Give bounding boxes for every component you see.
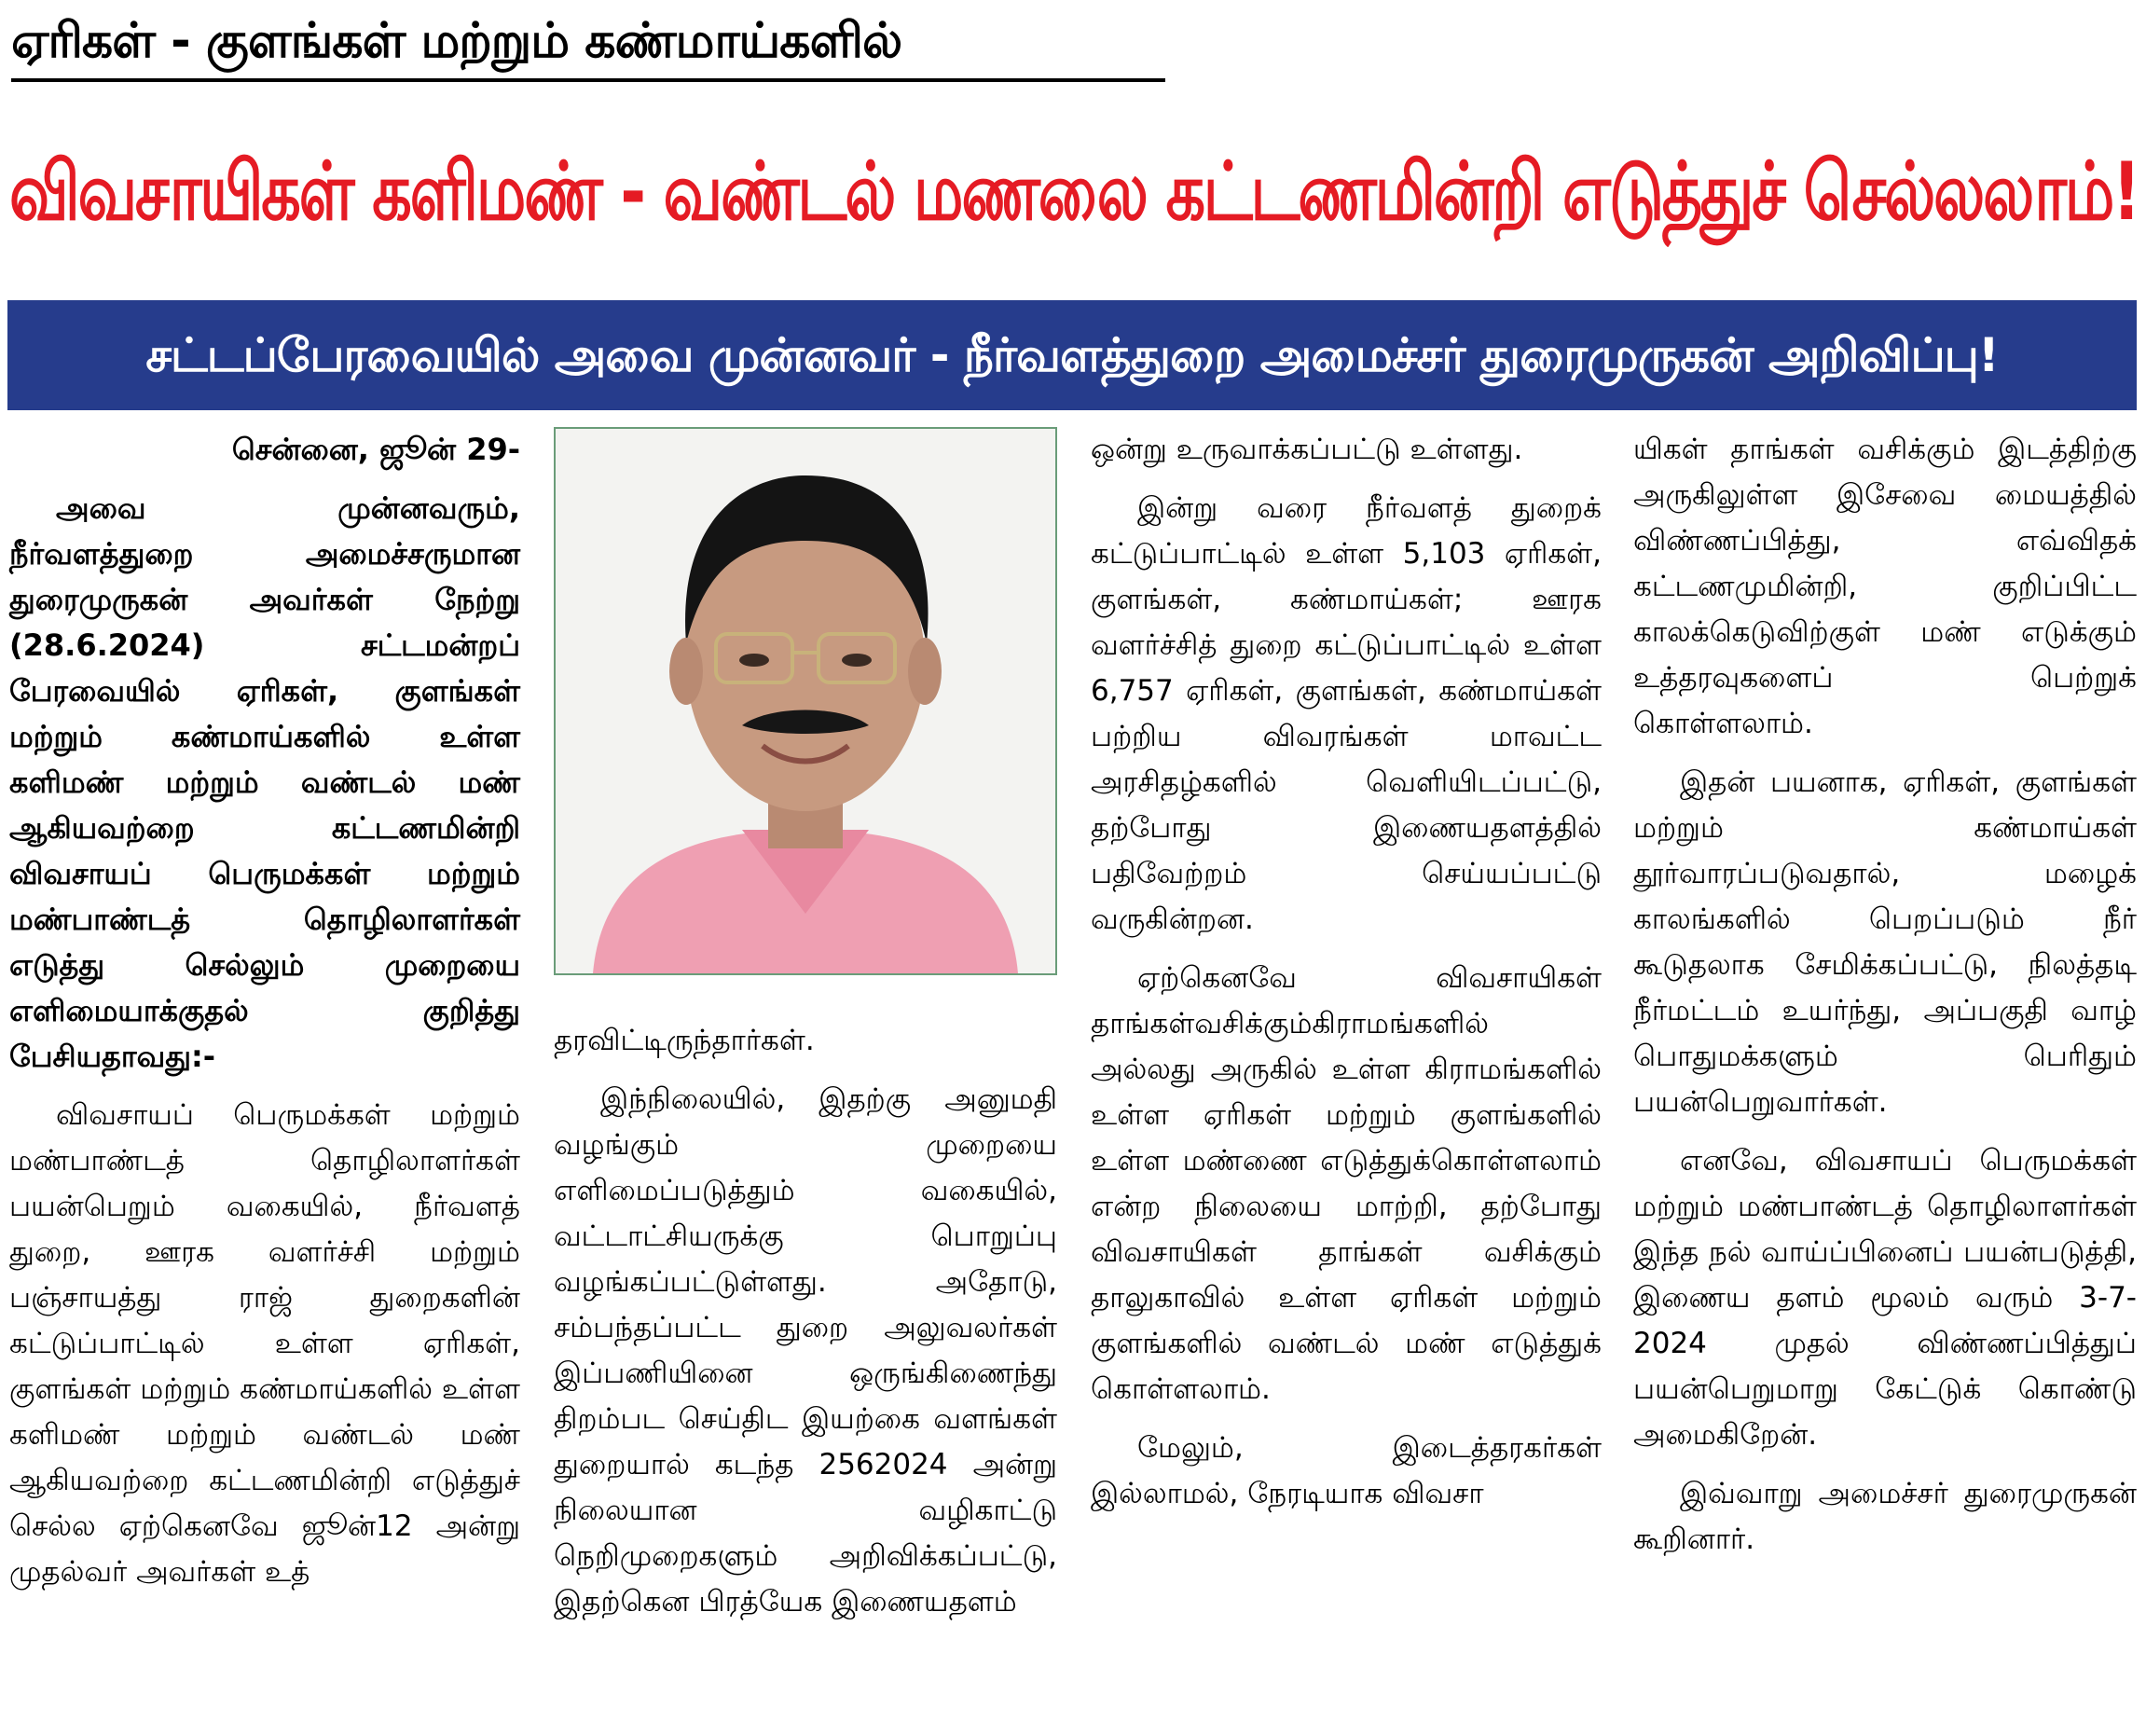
paragraph: யிகள் தாங்கள் வசிக்கும் இடத்திற்கு அருகிலுள்ள இசேவை மையத்தில் விண்ணப்பித்து, எவ்விதக் கட்டணமுமின்றி, குறிப்பிட்ட காலக்கெடுவிற்குள் மண் எடுக்கும் உத்தரவுகளைப் பெற்றுக் கொள்ளலாம்.	[1633, 433, 2137, 740]
paragraph: இதன் பயனாக, ஏரிகள், குளங்கள் மற்றும் கண்மாய்கள் தூர்வாரப்படுவதால், மழைக் காலங்களில் பெறப்படும் நீர் கூடுதலாக சேமிக்கப்பட்டு, நிலத்தடி நீர்மட்டம் உயர்ந்து, அப்பகுதி வாழ் பொதுமக்களும் பெரிதும் பயன்பெறுவார்கள்.	[1633, 765, 2137, 1119]
portrait-illustration	[556, 429, 1055, 973]
paragraph: எனவே, விவசாயப் பெருமக்கள் மற்றும் மண்பாண்டத் தொழிலாளர்கள் இந்த நல் வாய்ப்பினைப் பயன்படுத்தி, இணைய தளம் மூலம் வரும் 3-7-2024 முதல் விண்ணப்பித்துப் பயன்பெறுமாறு கேட்டுக் கொண்டு அமைகிறேன்.	[1633, 1144, 2137, 1452]
kicker-underline	[11, 78, 1165, 82]
article-column-4	[1633, 427, 2137, 1563]
article-column-1	[9, 427, 520, 1595]
paragraph: இன்று வரை நீர்வளத் துறைக் கட்டுப்பாட்டில் உள்ள 5,103 ஏரிகள், குளங்கள், கண்மாய்கள்; ஊரக வளர்ச்சித் துறை கட்டுப்பாட்டில் உள்ள 6,757 ஏரிகள், குளங்கள், கண்மாய்கள் பற்றிய விவரங்கள் மாவட்ட அரசிதழ்களில் வெளியிடப்பட்டு, தற்போது இணையதளத்தில் பதிவேற்றம் செய்யப்பட்டு வருகின்றன.	[1091, 491, 1602, 936]
portrait-photo	[554, 427, 1057, 975]
subheading-banner: சட்டப்பேரவையில் அவை முன்னவர் - நீர்வளத்துறை அமைச்சர் துரைமுருகன் அறிவிப்பு!	[7, 300, 2137, 410]
dateline: சென்னை, ஜூன் 29-	[231, 432, 520, 467]
main-headline: விவசாயிகள் களிமண் - வண்டல் மணலை கட்டணமின்றி எடுத்துச் செல்லலாம்!	[9, 145, 2139, 239]
article-column-3	[1091, 427, 1602, 1517]
lead-paragraph: அவை முன்னவரும், நீர்வளத்துறை அமைச்சருமான துரைமுருகன் அவர்கள் நேற்று (28.6.2024) சட்டமன்றப் பேரவையில் ஏரிகள், குளங்கள் மற்றும் கண்மாய்களில் உள்ள களிமண் மற்றும் வண்டல் மண் ஆகியவற்றை கட்டணமின்றி விவசாயப் பெருமக்கள் மற்றும் மண்பாண்டத் தொழிலாளர்கள் எடுத்து செல்லும் முறையை எளிமையாக்குதல் குறித்து பேசியதாவது:-	[9, 490, 520, 1074]
paragraph: இவ்வாறு அமைச்சர் துரைமுருகன் கூறினார்.	[1633, 1477, 2137, 1556]
paragraph: ஒன்று உருவாக்கப்பட்டு உள்ளது.	[1091, 433, 1523, 466]
paragraph: மேலும், இடைத்தரகர்கள் இல்லாமல், நேரடியாக விவசா	[1091, 1431, 1602, 1510]
paragraph: விவசாயப் பெருமக்கள் மற்றும் மண்பாண்டத் தொழிலாளர்கள் பயன்பெறும் வகையில், நீர்வளத் துறை, ஊரக வளர்ச்சி மற்றும் பஞ்சாயத்து ராஜ் துறைகளின் கட்டுப்பாட்டில் உள்ள ஏரிகள், குளங்கள் மற்றும் கண்மாய்களில் உள்ள களிமண் மற்றும் வண்டல் மண் ஆகியவற்றை கட்டணமின்றி எடுத்துச் செல்ல ஏற்கெனவே ஜூன்12 அன்று முதல்வர் அவர்கள் உத்	[9, 1098, 520, 1589]
paragraph: தரவிட்டிருந்தார்கள்.	[554, 1024, 815, 1057]
article-column-2	[554, 1018, 1057, 1625]
kicker-heading: ஏரிகள் - குளங்கள் மற்றும் கண்மாய்களில்	[11, 13, 902, 69]
paragraph: இந்நிலையில், இதற்கு அனுமதி வழங்கும் முறையை எளிமைப்படுத்தும் வகையில், வட்டாட்சியருக்கு பொறுப்பு வழங்கப்பட்டுள்ளது. அதோடு, சம்பந்தப்பட்ட துறை அலுவலர்கள் இப்பணியினை ஒருங்கிணைந்து திறம்பட செய்திட இயற்கை வளங்கள் துறையால் கடந்த 2562024 அன்று நிலையான வழிகாட்டு நெறிமுறைகளும் அறிவிக்கப்பட்டு, இதற்கென பிரத்யேக இணையதளம்	[554, 1082, 1057, 1619]
paragraph: ஏற்கெனவே விவசாயிகள் தாங்கள்வசிக்கும்கிராமங்களில் அல்லது அருகில் உள்ள கிராமங்களில் உள்ள ஏரிகள் மற்றும் குளங்களில் உள்ள மண்ணை எடுத்துக்கொள்ளலாம் என்ற நிலையை மாற்றி, தற்போது விவசாயிகள் தாங்கள் வசிக்கும் தாலுகாவில் உள்ள ஏரிகள் மற்றும் குளங்களில் வண்டல் மண் எடுத்துக் கொள்ளலாம்.	[1091, 961, 1602, 1406]
